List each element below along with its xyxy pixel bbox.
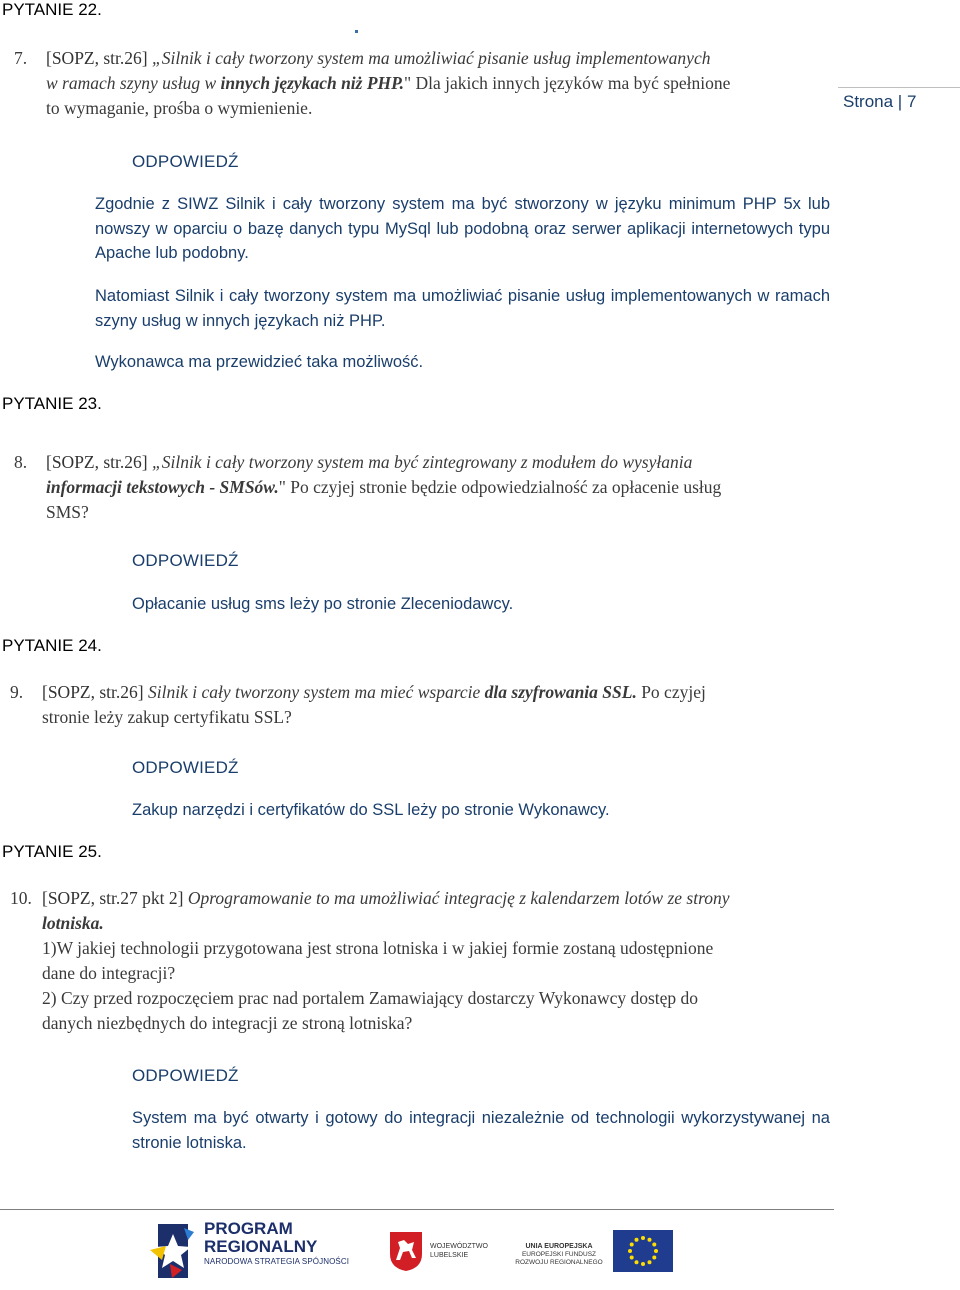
answer-label: ODPOWIEDŹ (132, 152, 239, 171)
question-heading-23: PYTANIE 23. (2, 394, 102, 413)
logo-text: ROZWOJU REGIONALNEGO (515, 1259, 603, 1266)
scan-reference: [SOPZ, str.27 pkt 2] (42, 888, 188, 908)
nss-star-icon (148, 1220, 198, 1282)
scan-reference: [SOPZ, str.26] (42, 682, 148, 702)
answer-paragraph: System ma być otwarty i gotowy do integracji niezależnie od technologii wykorzystywanej na stronie lotniska. (132, 1109, 830, 1152)
eu-flag-icon (613, 1230, 673, 1272)
scan-quote-bold: innych językach niż PHP. (220, 73, 404, 93)
scanned-question-23 (14, 450, 814, 525)
answer-label: ODPOWIEDŹ (132, 758, 239, 777)
scan-text: danych niezbędnych do integracji ze stroną lotniska? (42, 1013, 413, 1033)
scan-quote: „Silnik i cały tworzony system ma być zintegrowany z modułem do wysyłania (151, 452, 693, 472)
scan-text: stronie leży zakup certyfikatu SSL? (42, 707, 292, 727)
scan-quote: Oprogramowanie to ma umożliwiać integrację z kalendarzem lotów ze strony (187, 888, 730, 908)
scan-text: Po czyjej (636, 682, 706, 702)
scan-quote: w ramach szyny usług w (46, 73, 221, 93)
question-heading-22: PYTANIE 22. (2, 0, 102, 19)
scan-reference: [SOPZ, str.26] (46, 452, 152, 472)
answer-paragraph: Opłacanie usług sms leży po stronie Zleceniodawcy. (132, 595, 514, 613)
scan-quote-bold: dla szyfrowania SSL. (484, 682, 637, 702)
scan-text: " Po czyjej stronie będzie odpowiedzialność za opłacenie usług (278, 477, 722, 497)
question-heading-25: PYTANIE 25. (2, 842, 102, 861)
logo-text: UNIA EUROPEJSKA (525, 1243, 593, 1250)
scan-text: " Dla jakich innych języków ma być spełnione (403, 73, 731, 93)
scanned-question-25 (10, 886, 820, 1036)
answer-paragraph: Zakup narzędzi i certyfikatów do SSL leży po stronie Wykonawcy. (132, 801, 610, 819)
answer-label: ODPOWIEDŹ (132, 1066, 239, 1085)
scan-text: SMS? (46, 502, 89, 522)
logo-text: REGIONALNY (204, 1237, 318, 1256)
scan-number: 10. (10, 888, 32, 908)
wojewodztwo-lubelskie-logo (388, 1230, 498, 1274)
scan-quote: „Silnik i cały tworzony system ma umożliwiać pisanie usług implementowanych (151, 48, 711, 68)
unia-europejska-logo (513, 1230, 678, 1276)
program-regionalny-logo (148, 1220, 358, 1282)
footer-rule (0, 1209, 834, 1210)
logo-text: PROGRAM (204, 1219, 293, 1238)
scan-number: 7. (14, 48, 28, 68)
scan-text: to wymaganie, prośba o wymienienie. (46, 98, 313, 118)
answer-label: ODPOWIEDŹ (132, 551, 239, 570)
question-heading-24: PYTANIE 24. (2, 636, 102, 655)
scan-speck (355, 30, 358, 33)
scan-quote: Silnik i cały tworzony system ma mieć wsparcie (147, 682, 485, 702)
scan-number: 8. (14, 452, 28, 472)
answer-paragraph: Zgodnie z SIWZ Silnik i cały tworzony system ma być stworzony w języku minimum PHP 5x lub nowszy w oparciu o bazę danych typu MySql lub podobną oraz serwer aplikacji internetowych typu Apache lub podobny. (95, 195, 830, 262)
scan-quote-bold: lotniska. (42, 913, 104, 933)
scanned-question-22 (14, 46, 814, 121)
answer-paragraph: Natomiast Silnik i cały tworzony system ma umożliwiać pisanie usług implementowanych w ramach szyny usług w innych językach niż PHP. (95, 287, 830, 330)
scan-text: 1)W jakiej technologii przygotowana jest strona lotniska i w jakiej formie zostaną udostępnione (42, 938, 714, 958)
scanned-question-24 (10, 680, 810, 730)
logo-subtext: NARODOWA STRATEGIA SPÓJNOŚCI (204, 1257, 350, 1266)
scan-quote-bold: informacji tekstowych - SMSów. (46, 477, 279, 497)
scan-number: 9. (10, 682, 24, 702)
lubelskie-crest-icon (388, 1230, 424, 1272)
page-number: Strona | 7 (843, 92, 917, 111)
logo-text: EUROPEJSKI FUNDUSZ (521, 1251, 597, 1258)
scan-text: dane do integracji? (42, 963, 176, 983)
scan-text: 2) Czy przed rozpoczęciem prac nad portalem Zamawiający dostarczy Wykonawcy dostęp do (42, 988, 699, 1008)
scan-reference: [SOPZ, str.26] (46, 48, 152, 68)
logo-text: WOJEWÓDZTWO (430, 1243, 488, 1250)
logo-text: LUBELSKIE (430, 1252, 469, 1259)
header-rule (838, 87, 960, 88)
answer-paragraph: Wykonawca ma przewidzieć taka możliwość. (95, 353, 424, 371)
